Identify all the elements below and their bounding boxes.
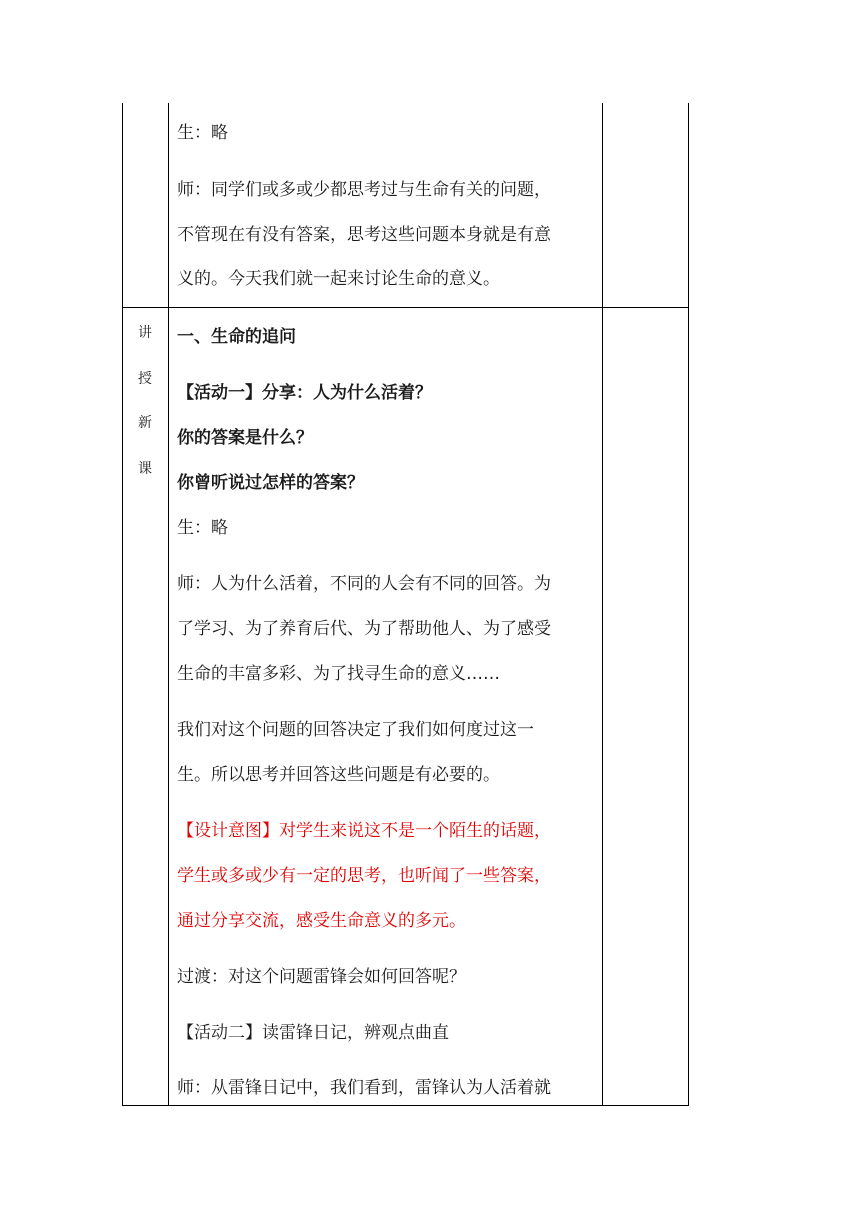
activity-one-title: 【活动一】分享：人为什么活着？ <box>177 383 432 403</box>
row-divider <box>122 307 689 308</box>
section-label-char: 课 <box>138 461 152 477</box>
teacher-remark-line: 义的。今天我们就一起来讨论生命的意义。 <box>177 269 500 289</box>
transition-line: 过渡：对这个问题雷锋会如何回答呢？ <box>177 967 466 987</box>
question-line: 你的答案是什么？ <box>177 428 313 448</box>
question-line: 你曾听说过怎样的答案？ <box>177 473 364 493</box>
teacher-remark-line: 生命的丰富多彩、为了找寻生命的意义…… <box>177 664 500 684</box>
paragraph-line: 我们对这个问题的回答决定了我们如何度过这一 <box>177 720 534 740</box>
student-answer-line: 生：略 <box>177 123 228 143</box>
student-answer-line: 生：略 <box>177 518 228 538</box>
design-intent-line: 通过分享交流，感受生命意义的多元。 <box>177 911 466 931</box>
section-label-char: 新 <box>138 415 152 431</box>
table-right-border <box>688 103 689 1106</box>
teacher-remark-line: 师：从雷锋日记中，我们看到，雷锋认为人活着就 <box>177 1078 551 1098</box>
activity-two-title: 【活动二】读雷锋日记，辨观点曲直 <box>177 1023 449 1043</box>
column-divider-2 <box>602 103 603 1106</box>
teacher-remark-line: 师：同学们或多或少都思考过与生命有关的问题， <box>177 180 551 200</box>
section-label-char: 讲 <box>138 325 152 341</box>
teacher-remark-line: 不管现在有没有答案，思考这些问题本身就是有意 <box>177 225 551 245</box>
column-divider-1 <box>168 103 169 1106</box>
table-left-border <box>122 103 123 1106</box>
design-intent-line: 学生或多或少有一定的思考，也听闻了一些答案， <box>177 866 551 886</box>
design-intent-line: 【设计意图】对学生来说这不是一个陌生的话题， <box>177 821 551 841</box>
section-label-char: 授 <box>138 371 152 387</box>
teacher-remark-line: 了学习、为了养育后代、为了帮助他人、为了感受 <box>177 619 551 639</box>
table-bottom-border <box>122 1105 689 1106</box>
teacher-remark-line: 师：人为什么活着，不同的人会有不同的回答。为 <box>177 574 551 594</box>
paragraph-line: 生。所以思考并回答这些问题是有必要的。 <box>177 765 500 785</box>
section-heading: 一、生命的追问 <box>177 327 296 347</box>
